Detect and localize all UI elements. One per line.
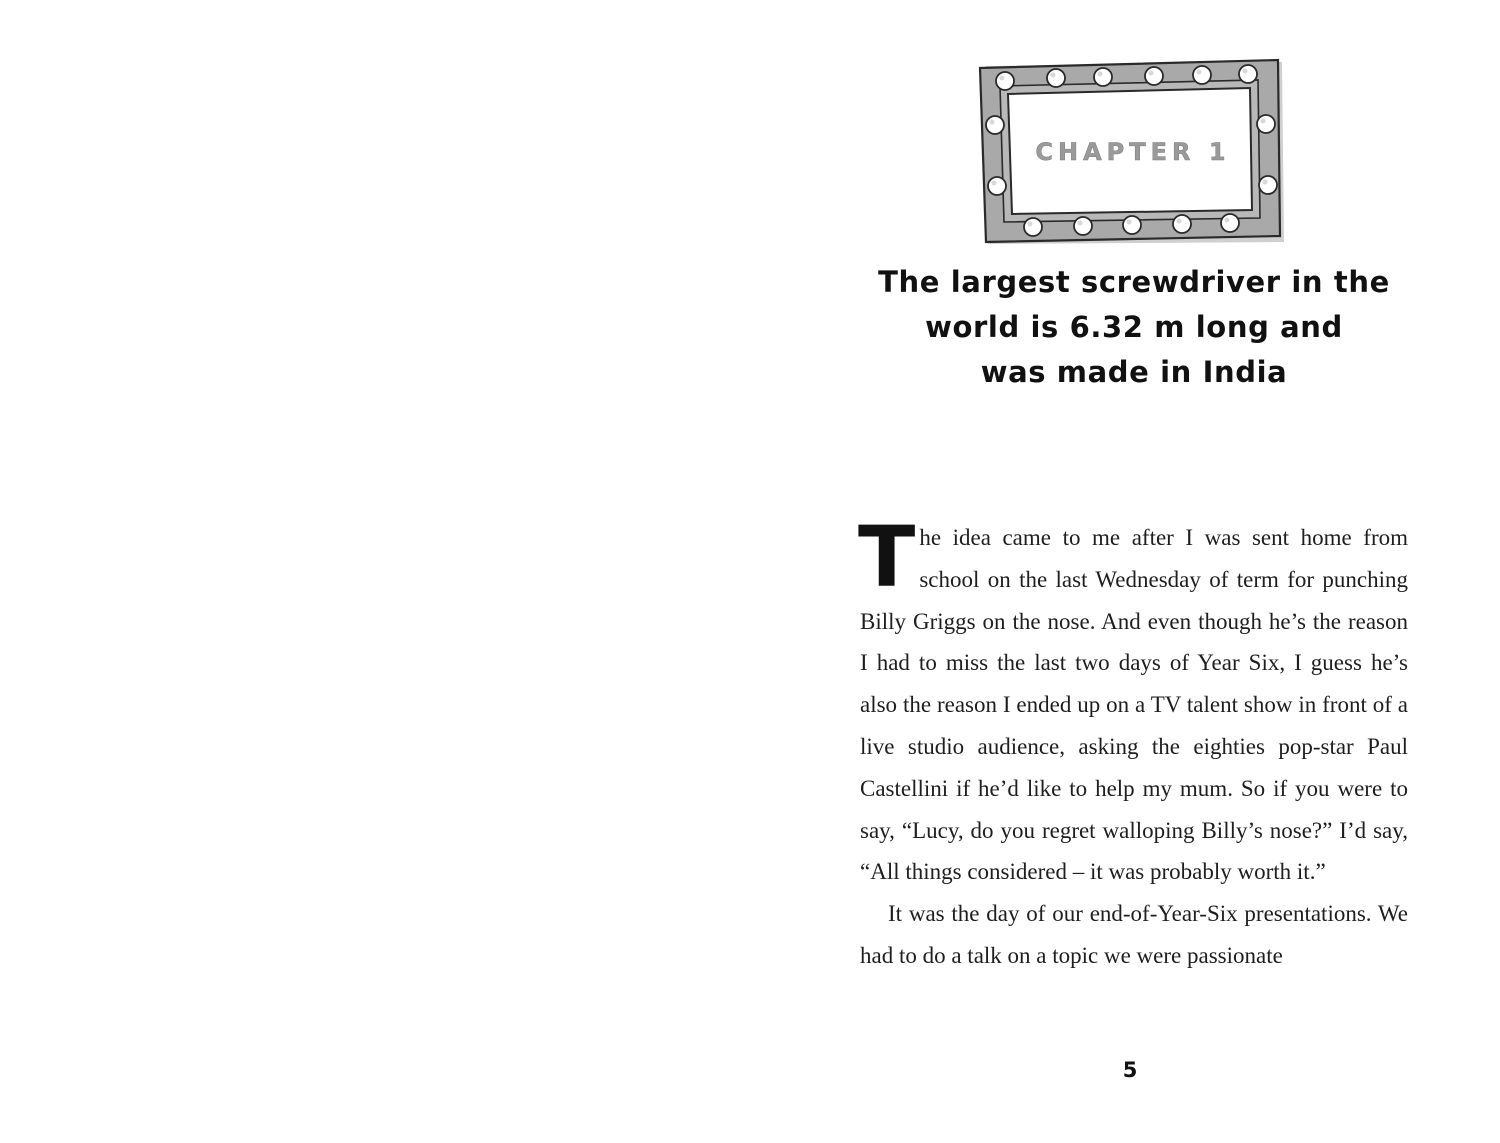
paragraph-text: he idea came to me after I was sent home from school on the last Wednesday of term for punching Billy Griggs on the nose. And even though he’s the reason I had to miss the last two days of Year Six, I guess he’s also the reason I ended up on a TV talent show in front of a live studio audience, asking the eighties pop-star Paul Castellini if he’d like to help my mum. So if you were to say, “Lucy, do you regret walloping Billy’s nose?” I’d say, “All things considered – it was probably worth it.” — [860, 525, 1408, 885]
page-number: 5 — [1122, 1058, 1138, 1082]
paragraph: It was the day of our end-of-Year-Six presentations. We had to do a talk on a topic we were passionate — [860, 901, 1408, 968]
chapter-subtitle-line: The largest screwdriver in the — [878, 265, 1390, 299]
chapter-label: CHAPTER 1 — [1035, 138, 1231, 166]
chapter-subtitle-line: world is 6.32 m long and — [925, 310, 1343, 344]
drop-cap: T — [858, 508, 916, 606]
chapter-subtitle — [860, 260, 1408, 395]
chapter-body-text — [858, 508, 1408, 977]
chapter-subtitle-line: was made in India — [980, 355, 1288, 389]
paragraph — [858, 508, 1408, 893]
